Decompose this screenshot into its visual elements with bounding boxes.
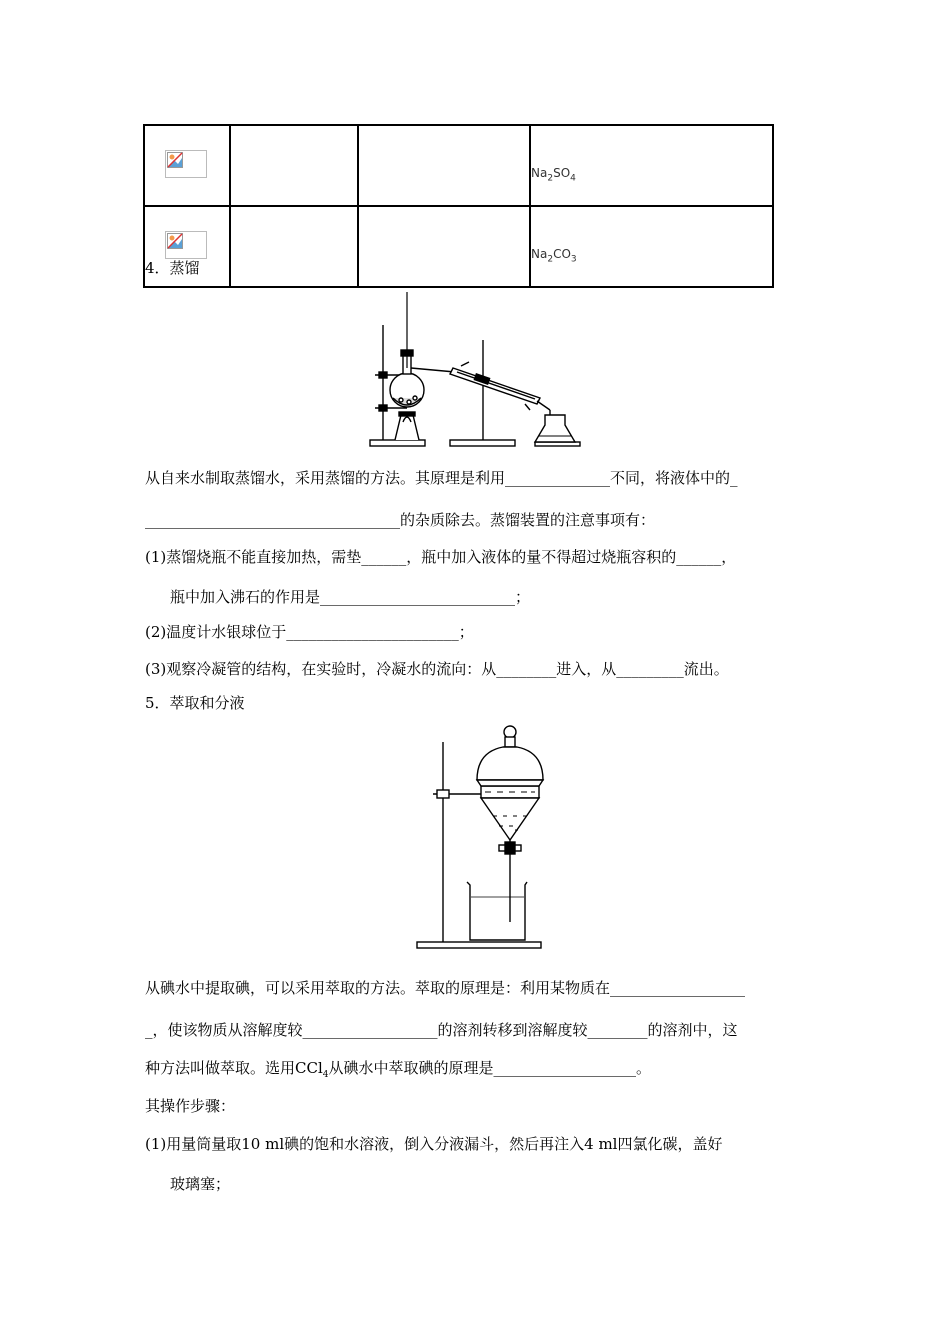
table-cell-formula: $Na_2SO_4$ <box>530 125 773 206</box>
list-item: (2)温度计水银球位于_______________________； <box>145 623 474 641</box>
table-cell-icon <box>144 125 230 206</box>
paragraph-line: _，使该物质从溶解度较__________________的溶剂转移到溶解度较________的溶剂中，这 <box>145 1021 738 1039</box>
broken-image-icon <box>165 150 207 178</box>
reagent-table <box>143 124 774 288</box>
table-cell-formula: $Na_2CO_3$ <box>530 206 773 287</box>
table-row <box>144 125 773 206</box>
table-cell <box>230 125 358 206</box>
table-cell <box>358 125 530 206</box>
list-item: (1)用量筒量取10 ml碘的饱和水溶液，倒入分液漏斗，然后再注入4 ml四氯化碳，盖好 <box>145 1135 723 1153</box>
list-item: (3)观察冷凝管的结构，在实验时，冷凝水的流向：从________进入，从_________流出。 <box>145 660 729 678</box>
section-heading-distillation: 4．蒸馏 <box>145 259 200 277</box>
paragraph-line: 从碘水中提取碘，可以采用萃取的方法。萃取的原理是：利用某物质在__________________ <box>145 979 746 997</box>
separatory-funnel-figure <box>415 722 545 952</box>
table-row <box>144 206 773 287</box>
table-cell <box>230 206 358 287</box>
list-item-continuation: 瓶中加入沸石的作用是__________________________； <box>170 588 531 606</box>
section-heading-extraction: 5．萃取和分液 <box>145 694 245 712</box>
distillation-apparatus-figure <box>365 290 585 455</box>
table-cell <box>358 206 530 287</box>
paragraph-line: 种方法叫做萃取。选用CCl$_4$从碘水中萃取碘的原理是___________________。 <box>145 1059 652 1080</box>
paragraph-line: 从自来水制取蒸馏水，采用蒸馏的方法。其原理是利用______________不同，将液体中的_ <box>145 469 738 487</box>
list-item-continuation: 玻璃塞； <box>170 1175 231 1193</box>
broken-image-icon <box>165 231 207 259</box>
list-item: (1)蒸馏烧瓶不能直接加热，需垫______，瓶中加入液体的量不得超过烧瓶容积的______， <box>145 548 737 566</box>
steps-title: 其操作步骤： <box>145 1097 236 1115</box>
paragraph-line: __________________________________的杂质除去。蒸馏装置的注意事项有： <box>145 511 656 529</box>
